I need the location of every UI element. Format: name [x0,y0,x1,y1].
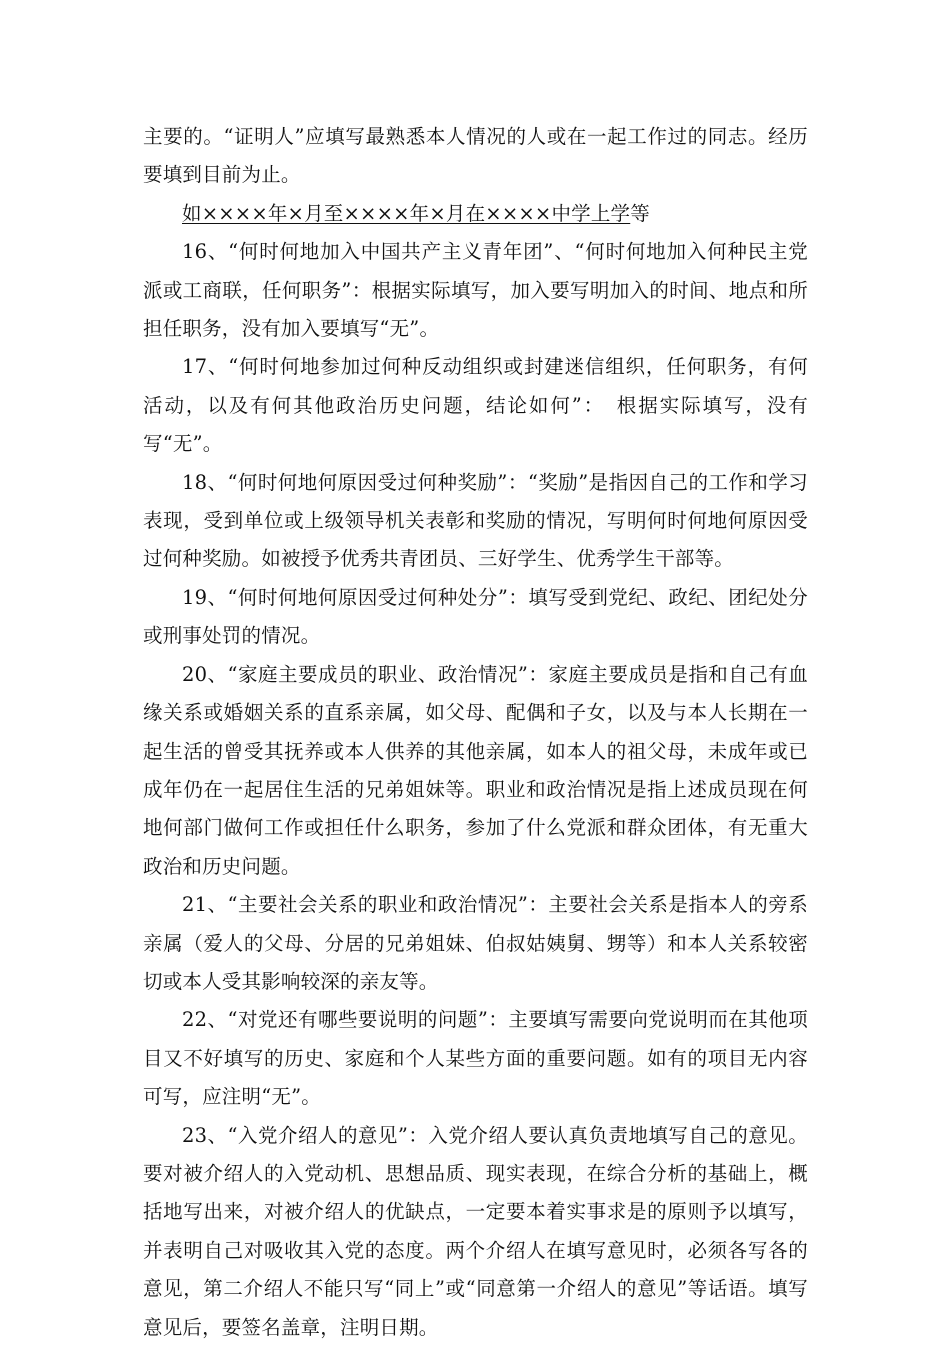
document-body [143,118,808,1347]
item-16-paragraph: 16、“何时何地加入中国共产主义青年团”、“何时何地加入何种民主党派或工商联，任何职务”：根据实际填写，加入要写明加入的时间、地点和所担任职务，没有加入要填写“无”。 [143,240,808,341]
item-18-paragraph: 18、“何时何地何原因受过何种奖励”：“奖励”是指因自己的工作和学习表现，受到单位或上级领导机关表彰和奖励的情况，写明何时何地何原因受过何种奖励。如被授予优秀共青团员、三好学生、优秀学生干部等。 [143,470,808,571]
continuation-paragraph: 主要的。“证明人”应填写最熟悉本人情况的人或在一起工作过的同志。经历要填到目前为止。 [143,125,808,187]
item-20-paragraph: 20、“家庭主要成员的职业、政治情况”：家庭主要成员是指和自己有血缘关系或婚姻关系的直系亲属，如父母、配偶和子女，以及与本人长期在一起生活的曾受其抚养或本人供养的其他亲属，如本人的祖父母，未成年或已成年仍在一起居住生活的兄弟姐妹等。职业和政治情况是指上述成员现在何地何部门做何工作或担任什么职务，参加了什么党派和群众团体，有无重大政治和历史问题。 [143,662,808,878]
example-underlined-text: 如××××年×月至××××年×月在××××中学上学 [182,201,631,225]
item-19-paragraph: 19、“何时何地何原因受过何种处分”：填写受到党纪、政纪、团纪处分或刑事处罚的情况。 [143,585,808,648]
example-paragraph [143,195,808,233]
item-22-paragraph: 22、“对党还有哪些要说明的问题”：主要填写需要向党说明而在其他项目又不好填写的历史、家庭和个人某些方面的重要问题。如有的项目无内容可写，应注明“无”。 [143,1008,808,1109]
example-tail-text: 等 [630,201,650,225]
item-23-paragraph: 23、“入党介绍人的意见”：入党介绍人要认真负责地填写自己的意见。要对被介绍人的入党动机、思想品质、现实表现，在综合分析的基础上，概括地写出来，对被介绍人的优缺点，一定要本着实事求是的原则予以填写，并表明自己对吸收其入党的态度。两个介绍人在填写意见时，必须各写各的意见，第二介绍人不能只写“同上”或“同意第一介绍人的意见”等话语。填写意见后，要签名盖章，注明日期。 [143,1123,808,1339]
item-17-paragraph: 17、“何时何地参加过何种反动组织或封建迷信组织，任何职务，有何活动，以及有何其他政治历史问题，结论如何”： 根据实际填写，没有写“无”。 [143,355,808,456]
item-21-paragraph: 21、“主要社会关系的职业和政治情况”：主要社会关系是指本人的旁系亲属（爱人的父母、分居的兄弟姐妹、伯叔姑姨舅、甥等）和本人关系较密切或本人受其影响较深的亲友等。 [143,893,808,993]
